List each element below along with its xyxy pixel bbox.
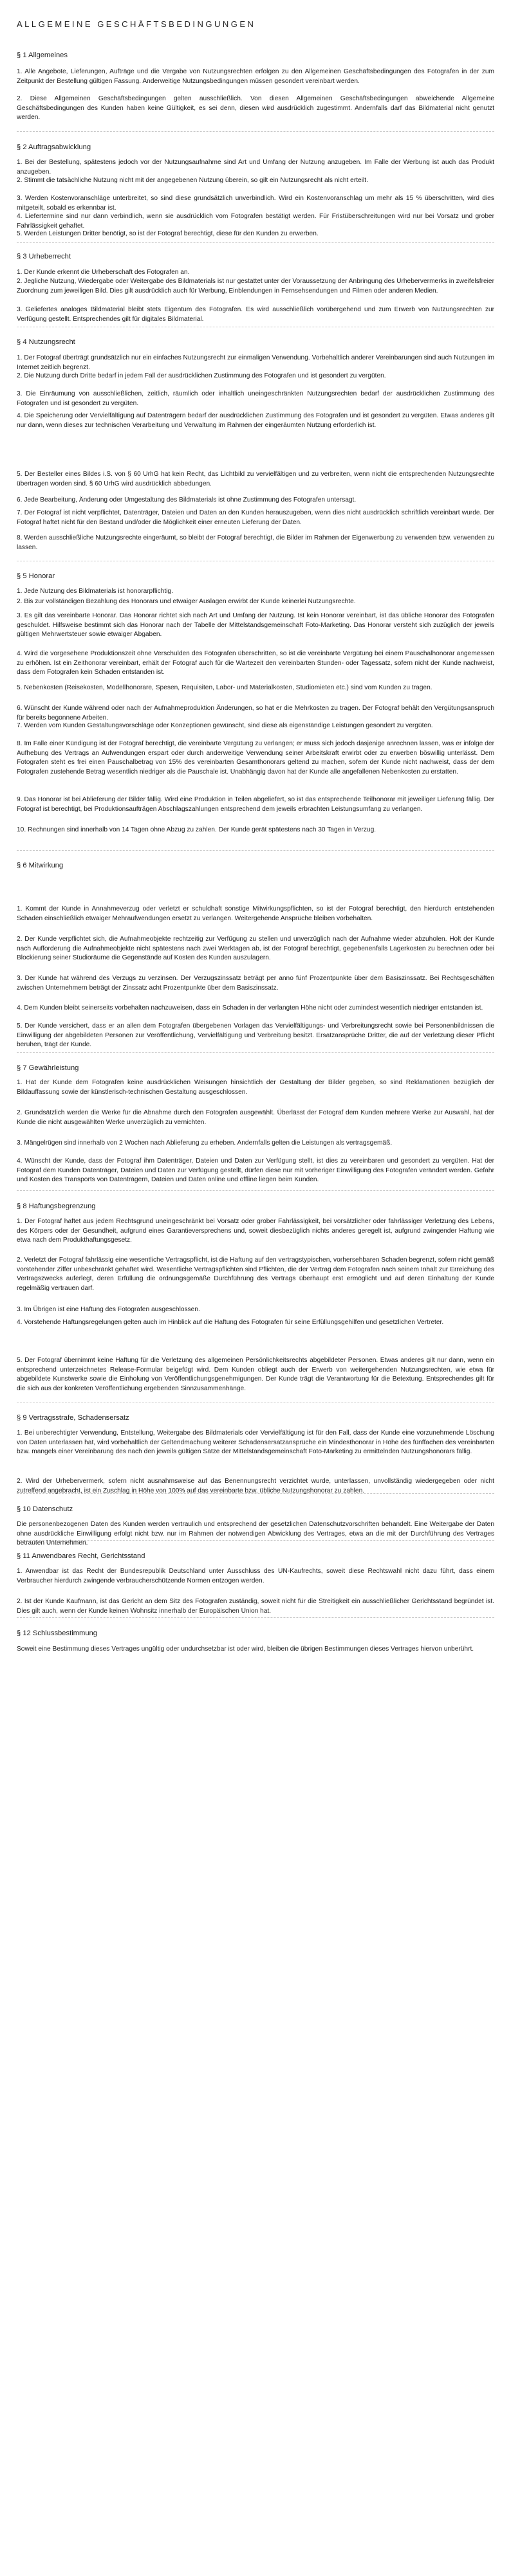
section-paragraph: 1. Alle Angebote, Lieferungen, Aufträge und die Vergabe von Nutzungsrechten erfolgen zu den Allgemeinen Geschäftsbedingungen des Fotografen in der zum Zeitpunkt der Bestellung gültigen Fassung. Anderweitige Nutzungsbedingungen müssen gesondert vereinbart werden. bbox=[17, 68, 494, 85]
section-paragraph: 5. Werden Leistungen Dritter benötigt, so ist der Fotograf berechtigt, diese für den Kunden zu erwerben. bbox=[17, 230, 319, 237]
section-paragraph: 1. Der Fotograf überträgt grundsätzlich nur ein einfaches Nutzungsrecht zur einmaligen Verwendung. Vorbehaltlich anderer Vereinbarungen sind auch Nutzungen im Internet zeitlich begrenzt. bbox=[17, 354, 494, 371]
section-paragraph: 3. Mängelrügen sind innerhalb von 2 Wochen nach Ablieferung zu erheben. Andernfalls gelten die Leistungen als vertragsgemäß. bbox=[17, 1139, 393, 1147]
section-paragraph: 5. Der Fotograf übernimmt keine Haftung für die Verletzung des allgemeinen Persönlichkeitsrechts abgebildeter Personen. Etwas anderes gilt nur dann, wenn ein entsprechend unterzeichnetes Release-Formular beigefügt wird. Dem Kunden obliegt auch der Erwerb von weitergehenden Nutzungsrechten, wie etwa für abgebildete Kunstwerke sowie die Einholung von Veröffentlichungsgenehmigungen. Der Kunde trägt die Verantwortung für die Betextung. Entsprechendes gilt für die sich aus der konkreten Veröffentlichung ergebenden Sinnzusammenhänge. bbox=[17, 1357, 494, 1392]
section-paragraph: 6. Wünscht der Kunde während oder nach der Aufnahmeproduktion Änderungen, so hat er die Mehrkosten zu tragen. Der Fotograf behält den Vergütungsanspruch für bereits begonnene Arbeiten. bbox=[17, 705, 494, 721]
section-paragraph: 2. Jegliche Nutzung, Wiedergabe oder Weitergabe des Bildmaterials ist nur gestattet unter der Voraussetzung der Anbringung des Urhebervermerks in zweifelsfreier Zuordnung zum jeweiligen Bild. Dies gilt ausdrücklich auch für Werbung, Einblendungen in Fernsehsendungen und Filmen oder anderen Medien. bbox=[17, 278, 494, 295]
section-paragraph: 4. Die Speicherung oder Vervielfältigung auf Datenträgern bedarf der ausdrücklichen Zustimmung des Fotografen und ist gesondert zu vergüten. Etwas anderes gilt nur dann, wenn dieses zur technischen Verarbeitung und Verwaltung im Rahmen der eingeräumten Nutzung erforderlich ist. bbox=[17, 412, 494, 429]
section-paragraph: 10. Rechnungen sind innerhalb von 14 Tagen ohne Abzug zu zahlen. Der Kunde gerät spätestens nach 30 Tagen in Verzug. bbox=[17, 826, 376, 833]
section-heading: § 11 Anwendbares Recht, Gerichtsstand bbox=[17, 1552, 145, 1560]
section-heading: § 4 Nutzungsrecht bbox=[17, 338, 75, 346]
section-paragraph: 8. Im Falle einer Kündigung ist der Fotograf berechtigt, die vereinbarte Vergütung zu verlangen; er muss sich jedoch dasjenige anrechnen lassen, was er infolge der Aufhebung des Vertrags an Aufwendungen erspart oder durch anderweitige Verwendung seiner Arbeitskraft erwirbt oder zu erwerben böswillig unterlässt. Dem Fotografen steht es frei einen Pauschalbetrag von 15% des vereinbarten Gesamthonorars geltend zu machen, sofern der Kunde nicht nachweist, dass der dem Fotografen zustehende Betrag wesentlich niedriger als die Pauschale ist. Unabhängig davon hat der Kunde alle angefallenen Nebenkosten zu erstatten. bbox=[17, 740, 494, 776]
section-paragraph: 1. Der Kunde erkennt die Urheberschaft des Fotografen an. bbox=[17, 269, 190, 276]
section-divider bbox=[17, 242, 494, 243]
section-paragraph: 3. Im Übrigen ist eine Haftung des Fotografen ausgeschlossen. bbox=[17, 1306, 200, 1313]
section-paragraph: 5. Der Kunde versichert, dass er an allen dem Fotografen übergebenen Vorlagen das Vervielfältigungs- und Verbreitungsrecht sowie bei Personenbildnissen die Einwilligung der abgebildeten Personen zur Veröffentlichung, Vervielfältigung und Verbreitung besitzt. Ersatzansprüche Dritter, die auf der Verletzung dieser Pflicht beruhen, trägt der Kunde. bbox=[17, 1022, 494, 1049]
section-paragraph: 4. Wünscht der Kunde, dass der Fotograf ihm Datenträger, Dateien und Daten zur Verfügung stellt, ist dies zu vereinbaren und gesondert zu vergüten. Hat der Fotograf dem Kunden Datenträger, Dateien und Daten zur Verfügung gestellt, dürfen diese nur mit vorheriger Einwilligung des Fotografen verändert werden. Gefahr und Kosten des Transports von Datenträgern, Dateien und Daten online und offline liegen beim Kunden. bbox=[17, 1157, 494, 1184]
section-paragraph: 5. Nebenkosten (Reisekosten, Modellhonorare, Spesen, Requisiten, Labor- und Materialkosten, Studiomieten etc.) sind vom Kunden zu tragen. bbox=[17, 684, 432, 691]
section-heading: § 2 Auftragsabwicklung bbox=[17, 143, 91, 151]
section-heading: § 6 Mitwirkung bbox=[17, 862, 64, 869]
section-paragraph: 1. Bei der Bestellung, spätestens jedoch vor der Nutzungsaufnahme sind Art und Umfang der Nutzung anzugeben. Im Falle der Werbung ist auch das Produkt anzugeben. bbox=[17, 159, 494, 176]
section-divider bbox=[17, 1190, 494, 1191]
section-paragraph: 4. Vorstehende Haftungsregelungen gelten auch im Hinblick auf die Haftung des Fotografen für seine Erfüllungsgehilfen und gesetzlichen Vertreter. bbox=[17, 1319, 444, 1326]
section-heading: § 12 Schlussbestimmung bbox=[17, 1629, 97, 1637]
section-paragraph: 3. Es gilt das vereinbarte Honorar. Das Honorar richtet sich nach Art und Umfang der Nutzung. Ist kein Honorar vereinbart, ist das übliche Honorar des Fotografen geschuldet. Hilfsweise bestimmt sich das Honorar nach der Tabelle der Mittelstandsgemeinschaft Foto-Marketing. Das Honorar versteht sich zuzüglich der jeweils gültigen Mehrwertsteuer sowie etwaiger Abgaben. bbox=[17, 612, 494, 639]
section-paragraph: 2. Diese Allgemeinen Geschäftsbedingungen gelten ausschließlich. Von diesen Allgemeinen Geschäftsbedingungen abweichende Allgemeine Geschäftsbedingungen des Kunden haben keine Gültigkeit, es sei denn, diesen wird ausdrücklich zugestimmt. Andernfalls darf das Bildmaterial nicht genutzt werden. bbox=[17, 95, 494, 122]
section-paragraph: 4. Wird die vorgesehene Produktionszeit ohne Verschulden des Fotografen überschritten, so ist die vereinbarte Vergütung bei einem Pauschalhonorar angemessen zu erhöhen. Ist ein Zeithonorar vereinbart, erhält der Fotograf auch für die Wartezeit den vereinbarten Stunden- oder Tagessatz, sofern nicht der Kunde nachweist, dass dem Fotografen kein Schaden entstanden ist. bbox=[17, 650, 494, 676]
section-heading: § 9 Vertragsstrafe, Schadensersatz bbox=[17, 1414, 129, 1422]
section-paragraph: 3. Die Einräumung von ausschließlichen, zeitlich, räumlich oder inhaltlich uneingeschränkten Nutzungsrechten bedarf der ausdrücklichen Zustimmung des Fotografen und ist gesondert zu vergüten. bbox=[17, 390, 494, 407]
section-paragraph: 7. Werden vom Kunden Gestaltungsvorschläge oder Konzeptionen gewünscht, sind diese als eigenständige Leistungen gesondert zu vergüten. bbox=[17, 722, 433, 729]
section-paragraph: 1. Hat der Kunde dem Fotografen keine ausdrücklichen Weisungen hinsichtlich der Gestaltung der Bilder gegeben, so sind Reklamationen bezüglich der Bildauffassung sowie der künstlerisch-technischen Gestaltung ausgeschlossen. bbox=[17, 1079, 494, 1096]
section-paragraph: 2. Wird der Urhebervermerk, sofern nicht ausnahmsweise auf das Benennungsrecht verzichtet wurde, unterlassen, unvollständig wiedergegeben oder nicht zutreffend angebracht, ist ein Zuschlag in Höhe von 100% auf das vereinbarte bzw. übliche Nutzungshonorar zu zahlen. bbox=[17, 1478, 494, 1494]
section-paragraph: 1. Kommt der Kunde in Annahmeverzug oder verletzt er schuldhaft sonstige Mitwirkungspflichten, so ist der Fotograf berechtigt, den hierdurch entstehenden Schaden einschließlich etwaiger Mehraufwendungen ersetzt zu verlangen. Weitergehende Ansprüche bleiben vorbehalten. bbox=[17, 905, 494, 922]
section-paragraph: 9. Das Honorar ist bei Ablieferung der Bilder fällig. Wird eine Produktion in Teilen abgeliefert, so ist das entsprechende Teilhonorar mit jeweiliger Lieferung fällig. Der Fotograf ist berechtigt, bei Produktionsaufträgen Abschlagszahlungen entsprechend dem jeweils erbrachten Leistungsumfang zu verlangen. bbox=[17, 796, 494, 813]
section-paragraph: 6. Jede Bearbeitung, Änderung oder Umgestaltung des Bildmaterials ist ohne Zustimmung des Fotografen untersagt. bbox=[17, 496, 357, 503]
section-paragraph: 1. Anwendbar ist das Recht der Bundesrepublik Deutschland unter Ausschluss des UN-Kaufrechts, soweit diese Rechtswahl nicht dazu führt, dass einem Verbraucher hierdurch zwingende verbraucherschützende Normen entzogen werden. bbox=[17, 1568, 494, 1584]
document-title: ALLGEMEINE GESCHÄFTSBEDINGUNGEN bbox=[17, 19, 256, 29]
section-paragraph: 4. Dem Kunden bleibt seinerseits vorbehalten nachzuweisen, dass ein Schaden in der verlangten Höhe nicht oder zumindest wesentlich niedriger entstanden ist. bbox=[17, 1004, 483, 1011]
section-paragraph: Die personenbezogenen Daten des Kunden werden vertraulich und entsprechend der gesetzlichen Datenschutzvorschriften behandelt. Eine Weitergabe der Daten ohne ausdrückliche Einwilligung erfolgt nicht bzw. nur im Rahmen der notwendigen Abwicklung des Vertrages, etwa an die mit der Durchführung des Vertrages betrauten Unternehmen. bbox=[17, 1521, 494, 1547]
section-paragraph: 3. Geliefertes analoges Bildmaterial bleibt stets Eigentum des Fotografen. Es wird ausschließlich vorübergehend und zum Erwerb von Nutzungsrechten zur Verfügung gestellt. Entsprechendes gilt für digitales Bildmaterial. bbox=[17, 306, 494, 323]
section-paragraph: 1. Der Fotograf haftet aus jedem Rechtsgrund uneingeschränkt bei Vorsatz oder grober Fahrlässigkeit, bei vorsätzlicher oder fahrlässiger Verletzung des Lebens, des Körpers oder der Gesundheit, aufgrund eines Garantieversprechens und, soweit diesbezüglich nichts anderes geregelt ist, aufgrund zwingender Haftung wie etwa nach dem Produkthaftungsgesetz. bbox=[17, 1218, 494, 1244]
section-paragraph: 2. Verletzt der Fotograf fahrlässig eine wesentliche Vertragspflicht, ist die Haftung auf den vertragstypischen, vorhersehbaren Schaden begrenzt, sofern nicht gemäß vorstehender Ziffer unbeschränkt gehaftet wird. Wesentliche Vertragspflichten sind Pflichten, die der Vertrag dem Fotografen nach seinem Inhalt zur Erreichung des Vertragszwecks auferlegt, deren Erfüllung die ordnungsgemäße Durchführung des Vertrags überhaupt erst ermöglicht und auf deren Einhaltung der Kunde regelmäßig vertrauen darf. bbox=[17, 1256, 494, 1292]
section-paragraph: 1. Bei unberechtigter Verwendung, Entstellung, Weitergabe des Bildmaterials oder Vervielfältigung ist für den Fall, dass der Kunde eine vorzunehmende Löschung von Daten unterlassen hat, wird vorbehaltlich der Geltendmachung weiterer Schadensersatzansprüche ein Mindesthonorar in Höhe des fünffachen des vereinbarten bzw. mangels einer Vereinbarung des nach den jeweils gültigen Sätze der Mittelstandsgemeinschaft Foto-Marketing zu ermittelnden Nutzungshonorars fällig. bbox=[17, 1429, 494, 1456]
section-paragraph: 2. Die Nutzung durch Dritte bedarf in jedem Fall der ausdrücklichen Zustimmung des Fotografen und ist gesondert zu vergüten. bbox=[17, 372, 386, 379]
section-divider bbox=[17, 1052, 494, 1053]
section-paragraph: 2. Bis zur vollständigen Bezahlung des Honorars und etwaiger Auslagen erwirbt der Kunde keinerlei Nutzungsrechte. bbox=[17, 598, 356, 605]
section-paragraph: 1. Jede Nutzung des Bildmaterials ist honorarpflichtig. bbox=[17, 588, 173, 595]
section-heading: § 10 Datenschutz bbox=[17, 1505, 73, 1513]
section-heading: § 7 Gewährleistung bbox=[17, 1064, 79, 1072]
section-paragraph: 2. Ist der Kunde Kaufmann, ist das Gericht an dem Sitz des Fotografen zuständig, soweit nicht für die Streitigkeit ein ausschließlicher Gerichtsstand begründet ist. Dies gilt auch, wenn der Kunde keinen Wohnsitz innerhalb der Europäischen Union hat. bbox=[17, 1598, 494, 1615]
section-paragraph: 8. Werden ausschließliche Nutzungsrechte eingeräumt, so bleibt der Fotograf berechtigt, die Bilder im Rahmen der Eigenwerbung zu verwenden bzw. verwenden zu lassen. bbox=[17, 534, 494, 551]
section-heading: § 3 Urheberrecht bbox=[17, 253, 71, 260]
section-paragraph: 2. Grundsätzlich werden die Werke für die Abnahme durch den Fotografen ausgewählt. Überlässt der Fotograf dem Kunden mehrere Werke zur Auswahl, hat der Kunde die nicht ausgewählten Werke unverzüglich zu vernichten. bbox=[17, 1109, 494, 1126]
section-heading: § 8 Haftungsbegrenzung bbox=[17, 1202, 96, 1210]
section-paragraph: 3. Der Kunde hat während des Verzugs zu verzinsen. Der Verzugszinssatz beträgt per anno fünf Prozentpunkte über dem Basiszinssatz. Bei Rechtsgeschäften zwischen Unternehmern beträgt der Zinssatz acht Prozentpunkte über dem Basiszinssatz. bbox=[17, 975, 494, 992]
section-divider bbox=[17, 1617, 494, 1618]
section-paragraph: 2. Stimmt die tatsächliche Nutzung nicht mit der angegebenen Nutzung überein, so gilt ein Nutzungsrecht als nicht erteilt. bbox=[17, 177, 368, 184]
section-paragraph: 2. Der Kunde verpflichtet sich, die Aufnahmeobjekte rechtzeitig zur Verfügung zu stellen und unverzüglich nach der Aufnahme wieder abzuholen. Holt der Kunde nach Aufforderung die Aufnahmeobjekte nicht spätestens nach zwei Werktagen ab, ist der Fotograf berechtigt, gegebenenfalls Lagerkosten zu berechnen oder bei Blockierung seiner Studioräume die Gegenstände auf Kosten des Kunden auszulagern. bbox=[17, 936, 494, 962]
section-heading: § 1 Allgemeines bbox=[17, 51, 68, 59]
section-heading: § 5 Honorar bbox=[17, 572, 55, 580]
section-divider bbox=[17, 131, 494, 132]
section-paragraph: Soweit eine Bestimmung dieses Vertrages ungültig oder undurchsetzbar ist oder wird, bleiben die übrigen Bestimmungen dieses Vertrages hiervon unberührt. bbox=[17, 1646, 474, 1653]
section-paragraph: 4. Liefertermine sind nur dann verbindlich, wenn sie ausdrücklich vom Fotografen bestätigt werden. Für Fristüberschreitungen wird nur bei Vorsatz und grober Fahrlässigkeit gehaftet. bbox=[17, 213, 494, 230]
section-paragraph: 3. Werden Kostenvoranschläge unterbreitet, so sind diese grundsätzlich unverbindlich. Wird ein Kostenvoranschlag um mehr als 15 % überschritten, wird dies mitgeteilt, sobald es erkennbar ist. bbox=[17, 195, 494, 212]
section-paragraph: 7. Der Fotograf ist nicht verpflichtet, Datenträger, Dateien und Daten an den Kunden herauszugeben, wenn dies nicht ausdrücklich schriftlich vereinbart wurde. Der Fotograf haftet nicht für den Bestand und/oder die Möglichkeit einer erneuten Lieferung der Daten. bbox=[17, 509, 494, 526]
section-paragraph: 5. Der Besteller eines Bildes i.S. von § 60 UrhG hat kein Recht, das Lichtbild zu vervielfältigen und zu verbreiten, wenn nicht die entsprechenden Nutzungsrechte übertragen worden sind. § 60 UrhG wird ausdrücklich abbedungen. bbox=[17, 471, 494, 487]
section-divider bbox=[17, 850, 494, 851]
